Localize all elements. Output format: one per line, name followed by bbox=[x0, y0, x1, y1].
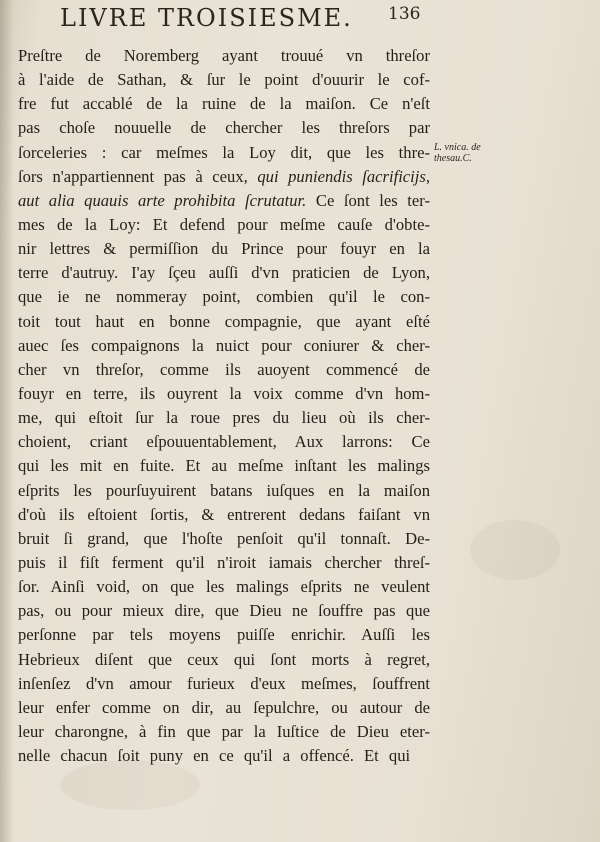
text-line bbox=[18, 551, 430, 575]
text-run: leur charongne, à fin que par la Iuſtice de Dieu eter- bbox=[18, 721, 430, 741]
text-line bbox=[18, 406, 430, 430]
text-line bbox=[18, 44, 430, 68]
text-line bbox=[18, 599, 430, 623]
page-number: 136 bbox=[388, 4, 421, 24]
text-run: choient, criant eſpouuentablement, Aux larrons: Ce bbox=[18, 432, 430, 452]
text-run: toit tout haut en bonne compagnie, que ayant eſté bbox=[18, 311, 430, 331]
text-line bbox=[18, 744, 430, 768]
text-run: inſenſez d'vn amour furieux d'eux meſmes, ſouffrent bbox=[18, 673, 430, 693]
text-line bbox=[18, 189, 430, 213]
text-line bbox=[18, 454, 430, 478]
paper-stain bbox=[470, 520, 560, 580]
latin-quotation: aut alia quauis arte prohibita ſcrutatur. bbox=[18, 190, 307, 210]
text-line bbox=[18, 503, 430, 527]
text-line bbox=[18, 623, 430, 647]
marginal-note-line: thesau.C. bbox=[434, 153, 472, 164]
text-line bbox=[18, 430, 430, 454]
text-run: bruit ſi grand, que l'hoſte penſoit qu'il tonnaſt. De- bbox=[18, 528, 430, 548]
text-line bbox=[18, 358, 430, 382]
text-run: cher vn threſor, comme ils auoyent commencé de bbox=[18, 359, 430, 379]
text-run: Preſtre de Noremberg ayant trouué vn threſor bbox=[18, 46, 430, 65]
text-line bbox=[18, 213, 430, 237]
marginal-note bbox=[434, 142, 494, 164]
text-run: pas, ou pour mieux dire, que Dieu ne ſouffre pas que bbox=[18, 601, 430, 621]
text-run: Hebrieux diſent que ceux qui ſont morts à regret, bbox=[18, 649, 430, 669]
text-run: à l'aide de Sathan, & ſur le point d'ouurir le cof- bbox=[18, 70, 430, 90]
text-run: qui les mit en fuite. Et au meſme inſtant les malings bbox=[18, 456, 430, 476]
text-run: eſprits les pourſuyuirent batans iuſques en la maiſon bbox=[18, 480, 430, 500]
text-run: ſors n'appartiennent pas à ceux, bbox=[18, 166, 258, 186]
text-run: puis il fiſt ferment qu'il n'iroit iamais chercher threſ- bbox=[18, 552, 430, 572]
body-text bbox=[18, 44, 430, 768]
text-run: mes de la Loy: Et defend pour meſme cauſe d'obte- bbox=[18, 214, 430, 234]
text-line bbox=[18, 92, 430, 116]
text-line bbox=[18, 479, 430, 503]
text-run: d'où ils eſtoient ſortis, & entrerent dedans faiſant vn bbox=[18, 504, 430, 524]
text-line bbox=[18, 237, 430, 261]
latin-quotation: qui puniendis ſacrificijs, bbox=[257, 166, 430, 186]
text-line bbox=[18, 261, 430, 285]
text-line bbox=[18, 382, 430, 406]
text-line bbox=[18, 527, 430, 551]
text-run: ſorceleries : car meſmes la Loy dit, que les thre- bbox=[18, 142, 430, 162]
text-line bbox=[18, 310, 430, 334]
text-line bbox=[18, 720, 430, 744]
text-line bbox=[18, 141, 430, 165]
text-line bbox=[18, 575, 430, 599]
text-line bbox=[18, 116, 430, 140]
text-run: perſonne par tels moyens puiſſe enrichir. Auſſi les bbox=[18, 625, 430, 645]
text-line bbox=[18, 285, 430, 309]
running-title: LIVRE TROISIESME. bbox=[60, 4, 353, 32]
text-run: nelle chacun ſoit puny en ce qu'il a offencé. Et qui bbox=[18, 746, 411, 766]
text-line bbox=[18, 68, 430, 92]
text-run: fouyr en terre, ils ouyrent la voix comme d'vn hom- bbox=[18, 383, 430, 403]
text-line bbox=[18, 696, 430, 720]
text-line bbox=[18, 648, 430, 672]
text-run: pas choſe nouuelle de chercher les threſors par bbox=[18, 118, 430, 138]
text-line bbox=[18, 672, 430, 696]
gutter-shadow bbox=[0, 0, 14, 842]
text-line bbox=[18, 165, 430, 189]
text-run: fre fut accablé de la ruine de la maiſon. Ce n'eſt bbox=[18, 94, 430, 114]
text-run: leur enfer comme on dir, au ſepulchre, ou autour de bbox=[18, 697, 430, 717]
text-run: auec ſes compaignons la nuict pour coniurer & cher- bbox=[18, 335, 430, 355]
text-run: me, qui eſtoit ſur la roue pres du lieu où ils cher- bbox=[18, 408, 430, 428]
text-run: Ce ſont les ter- bbox=[306, 190, 430, 210]
text-run: que ie ne nommeray point, combien qu'il le con- bbox=[18, 287, 430, 307]
text-run: nir lettres & permiſſion du Prince pour fouyr en la bbox=[18, 239, 430, 259]
text-run: ſor. Ainſi void, on que les malings eſprits ne veulent bbox=[18, 577, 430, 597]
marginal-note-line: L. vnica. de bbox=[434, 142, 481, 153]
text-line bbox=[18, 334, 430, 358]
text-run: terre d'autruy. I'ay ſçeu auſſi d'vn praticien de Lyon, bbox=[18, 263, 430, 283]
